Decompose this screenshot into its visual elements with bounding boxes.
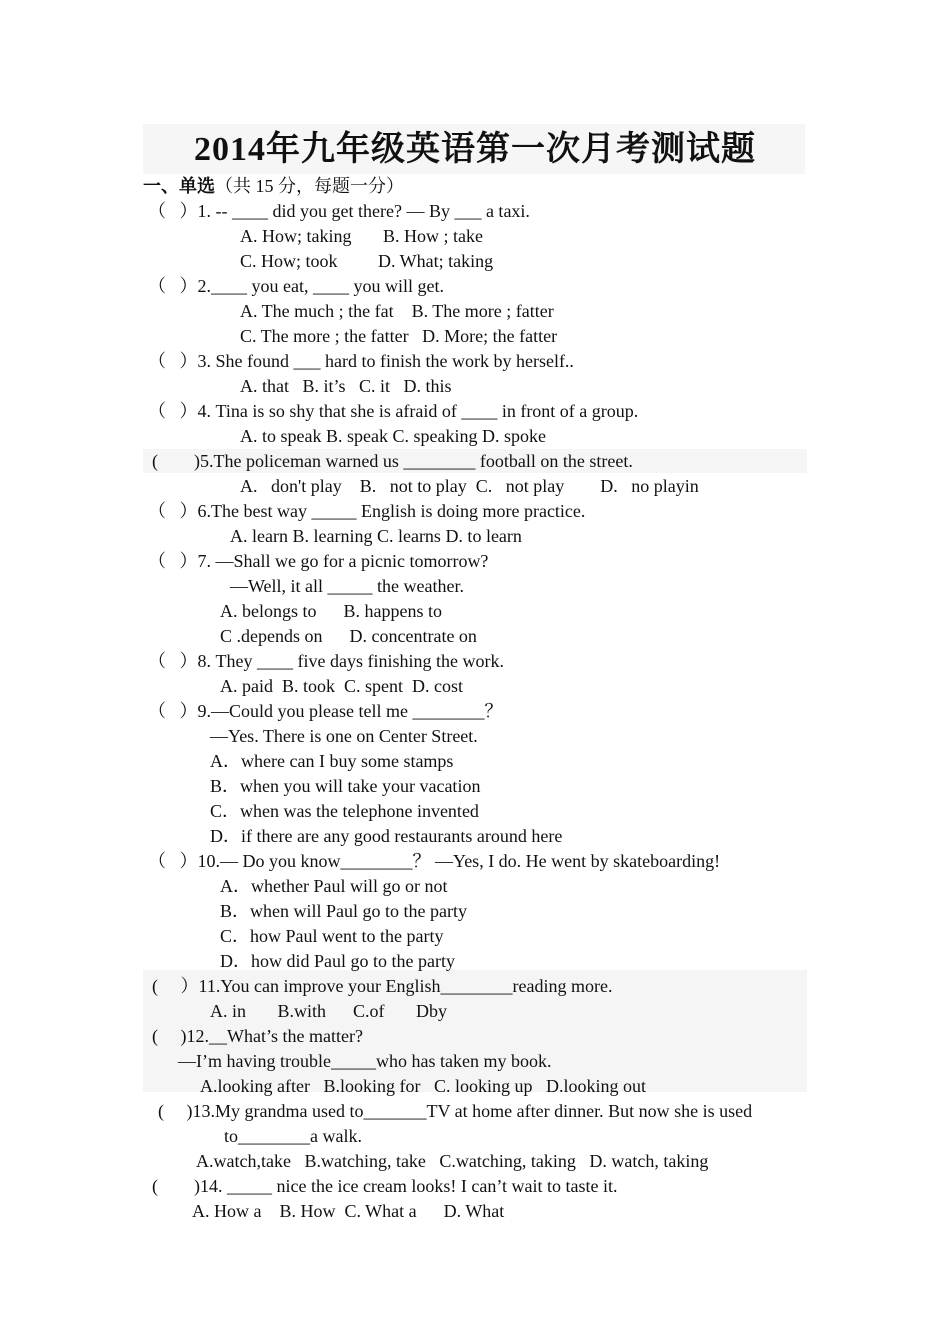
option-line: C. How; took D. What; taking <box>240 251 494 271</box>
option-line: A. The much ; the fat B. The more ; fatter <box>240 301 554 321</box>
option-line: A.looking after B.looking for C. looking up D.looking out <box>200 1076 646 1096</box>
option-line: A．whether Paul will go or not <box>220 876 448 896</box>
question-line: ( )14. _____ nice the ice cream looks! I can’t wait to taste it. <box>152 1176 618 1196</box>
question-line: （ ）2.____ you eat, ____ you will get. <box>148 276 444 296</box>
question-line: （ ）1. -- ____ did you get there? — By ___ a taxi. <box>148 201 530 221</box>
option-line: D．if there are any good restaurants around here <box>210 826 563 846</box>
option-line: C .depends on D. concentrate on <box>220 626 477 646</box>
option-line: C．when was the telephone invented <box>210 801 479 821</box>
option-line: A. learn B. learning C. learns D. to learn <box>230 526 522 546</box>
option-line: B．when you will take your vacation <box>210 776 481 796</box>
question-line: （ ）8. They ____ five days finishing the work. <box>148 651 504 671</box>
option-line: C. The more ; the fatter D. More; the fatter <box>240 326 558 346</box>
option-line: B．when will Paul go to the party <box>220 901 467 921</box>
question-line: ( )13.My grandma used to_______TV at home after dinner. But now she is used <box>158 1101 753 1121</box>
option-line: A. belongs to B. happens to <box>220 601 442 621</box>
option-line: A. in B.with C.of Dby <box>210 1001 448 1021</box>
option-line: A.watch,take B.watching, take C.watching, taking D. watch, taking <box>196 1151 709 1171</box>
question-line: ( ）11.You can improve your English________reading more. <box>152 976 613 996</box>
question-line: to________a walk. <box>224 1126 362 1146</box>
option-line: A. don't play B. not to play C. not play D. no playin <box>240 476 699 496</box>
question-line: （ ）6.The best way _____ English is doing more practice. <box>148 501 586 521</box>
question-line: （ ）9.—Could you please tell me ________？ <box>148 701 503 721</box>
question-line: ( )5.The policeman warned us ________ football on the street. <box>152 451 633 471</box>
question-line: —Yes. There is one on Center Street. <box>210 726 478 746</box>
section-label: 一、单选 <box>143 176 215 196</box>
section-heading <box>143 175 404 197</box>
question-line: （ ）4. Tina is so shy that she is afraid of ____ in front of a group. <box>148 401 639 421</box>
question-line: —Well, it all _____ the weather. <box>230 576 464 596</box>
option-line: A．where can I buy some stamps <box>210 751 454 771</box>
option-line: D．how did Paul go to the party <box>220 951 455 971</box>
question-line: （ ）7. —Shall we go for a picnic tomorrow? <box>148 551 489 571</box>
question-line: ( )12.__What’s the matter? <box>152 1026 363 1046</box>
option-line: A. How; taking B. How ; take <box>240 226 483 246</box>
question-line: （ ）10.— Do you know________？ —Yes, I do. He went by skateboarding! <box>148 851 721 871</box>
option-line: A. to speak B. speak C. speaking D. spoke <box>240 426 546 446</box>
page-title: 2014年九年级英语第一次月考测试题 <box>194 131 756 168</box>
question-line: —I’m having trouble_____who has taken my book. <box>178 1051 552 1071</box>
option-line: A. paid B. took C. spent D. cost <box>220 676 463 696</box>
option-line: A. that B. it’s C. it D. this <box>240 376 452 396</box>
section-note: （共 15 分，每题一分） <box>215 176 404 196</box>
option-line: A. How a B. How C. What a D. What <box>192 1201 505 1221</box>
option-line: C．how Paul went to the party <box>220 926 444 946</box>
question-line: （ ）3. She found ___ hard to finish the work by herself.. <box>148 351 574 371</box>
